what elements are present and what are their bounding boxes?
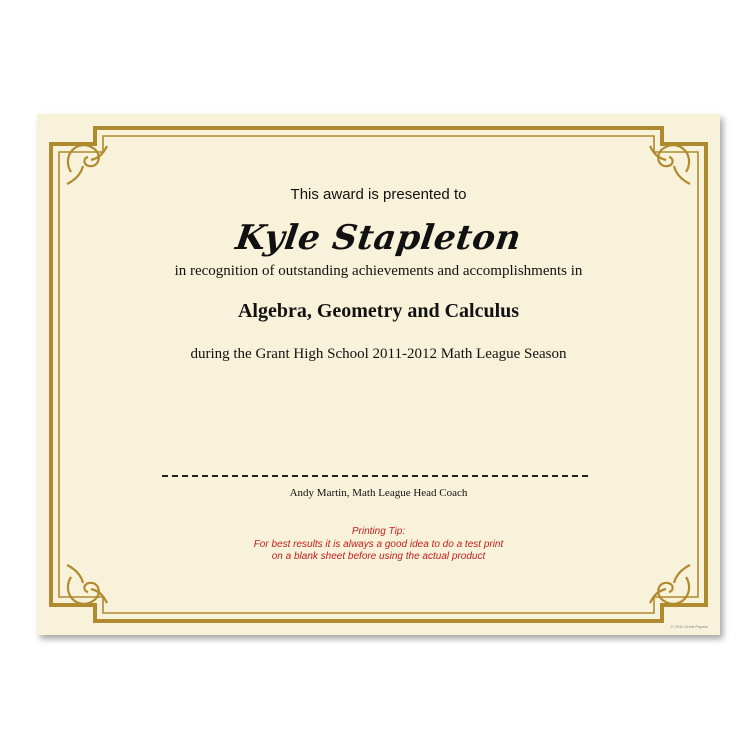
- printing-tip: [37, 526, 720, 564]
- intro-text: This award is presented to: [290, 186, 467, 203]
- recipient-name: Kyle Stapleton: [233, 218, 524, 258]
- subject-title: Algebra, Geometry and Calculus: [237, 300, 520, 322]
- tip-title: Printing Tip:: [351, 526, 406, 537]
- signer-name: Andy Martin, Math League Head Coach: [289, 487, 468, 499]
- signature-line: [162, 475, 588, 477]
- tip-line-1: For best results it is always a good idea to do a test print: [253, 538, 504, 550]
- corner-scroll-top-left: [67, 145, 107, 184]
- tip-line-2: on a blank sheet before using the actual product: [271, 551, 486, 562]
- corner-scroll-bottom-right: [650, 565, 690, 604]
- recognition-text: in recognition of outstanding achievements and accomplishments in: [174, 263, 583, 279]
- corner-scroll-bottom-left: [67, 565, 107, 604]
- corner-scroll-top-right: [650, 145, 690, 184]
- season-text: during the Grant High School 2011-2012 Math League Season: [190, 346, 567, 362]
- certificate-paper: [37, 114, 720, 635]
- copyright-notice: © 2011 Great Papers: [670, 624, 708, 629]
